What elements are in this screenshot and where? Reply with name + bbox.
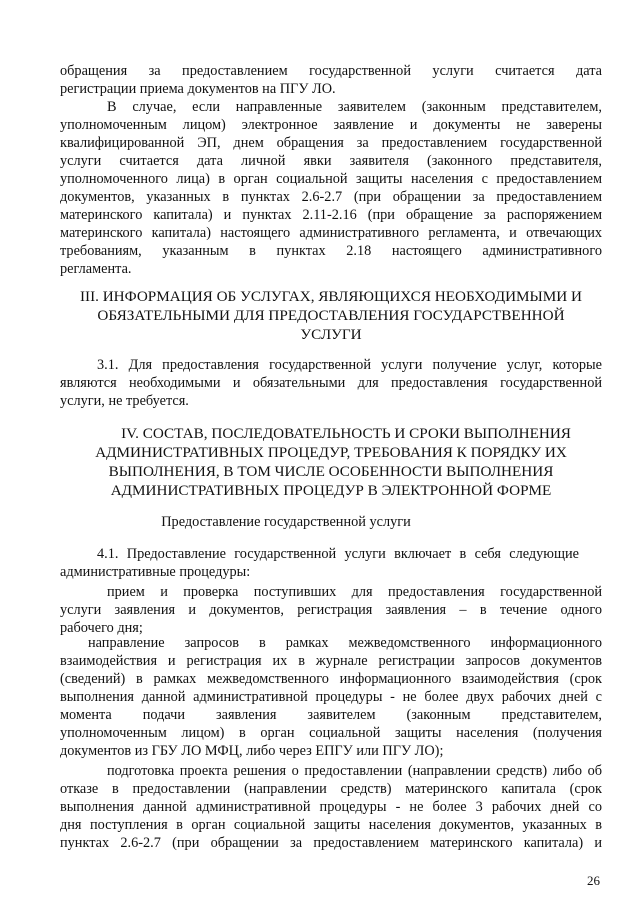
section4-heading-line-3: ВЫПОЛНЕНИЯ, В ТОМ ЧИСЛЕ ОСОБЕННОСТИ ВЫПОЛНЕНИЯ [108, 463, 554, 480]
item-napravlenie-line-7: документов из ГБУ ЛО МФЦ, либо через ЕПГУ или ПГУ ЛО); [60, 743, 444, 759]
section3-heading-line-1: III. ИНФОРМАЦИЯ ОБ УСЛУГАХ, ЯВЛЯЮЩИХСЯ НЕОБХОДИМЫМИ И [79, 288, 583, 305]
para-case-line-6: документов, указанных в пунктах 2.6-2.7 (при обращении за предоставлением [60, 189, 602, 205]
para-case-line-9: требованиям, указанным в пунктах 2.18 настоящего административного [60, 243, 602, 259]
section3-heading-line-2: ОБЯЗАТЕЛЬНЫМИ ДЛЯ ПРЕДОСТАВЛЕНИЯ ГОСУДАРСТВЕННОЙ [97, 307, 565, 324]
para-31-line-1: 3.1. Для предоставления государственной услуги получение услуг, которые [97, 357, 602, 373]
para-case-line-10: регламента. [60, 261, 132, 277]
item-podgotovka-line-2: отказе в предоставлении (направлении средств) материнского капитала (срок [60, 781, 602, 797]
item-napravlenie-line-5: момента подачи заявления заявителем (законным представителем, [60, 707, 602, 723]
para-31-line-3: услуги, не требуется. [60, 393, 189, 409]
item-podgotovka-line-4: дня поступления в орган социальной защиты населения документов, указанных в [60, 817, 602, 833]
item-napravlenie-line-1: направление запросов в рамках межведомственного информационного [88, 635, 602, 651]
item-podgotovka-line-3: выполнения данной административной процедуры - не более 3 рабочих дней со [60, 799, 602, 815]
para-intro-line-2: регистрации приема документов на ПГУ ЛО. [60, 81, 336, 97]
item-podgotovka-line-1: подготовка проекта решения о предоставлении (направлении средств) либо об [107, 763, 602, 779]
item-napravlenie-line-2: взаимодействия и регистрация их в журнале регистрации запросов документов [60, 653, 602, 669]
item-priem-line-2: услуги заявления и документов, регистрация заявления – в течение одного [60, 602, 602, 618]
para-case-line-7: материнского капитала) и пунктах 2.11-2.16 (при обращение за распоряжением [60, 207, 602, 223]
item-priem-line-3: рабочего дня; [60, 620, 143, 636]
para-case-line-1: В случае, если направленные заявителем (законным представителем, [107, 99, 602, 115]
para-31-line-2: являются необходимыми и обязательными для предоставления государственной [60, 375, 602, 391]
para-case-line-4: услуги считается дата личной явки заявителя (законного представителя, [60, 153, 602, 169]
item-napravlenie-line-6: уполномоченным лицом) в орган социальной защиты населения (получения [60, 725, 602, 741]
page-number: 26 [587, 873, 600, 888]
section4-heading-line-1: IV. СОСТАВ, ПОСЛЕДОВАТЕЛЬНОСТЬ И СРОКИ ВЫПОЛНЕНИЯ [121, 425, 571, 442]
para-41-line-2: административные процедуры: [60, 564, 251, 580]
para-case-line-3: квалифицированной ЭП, днем обращения за предоставлением государственной [60, 135, 602, 151]
para-intro-line-1: обращения за предоставлением государственной услуги считается дата [60, 63, 602, 79]
subheading: Предоставление государственной услуги [161, 514, 411, 530]
item-podgotovka-line-5: пунктах 2.6-2.7 (при обращении за предоставлением материнского капитала) и [60, 835, 602, 851]
item-priem-line-1: прием и проверка поступивших для предоставления государственной [107, 584, 602, 600]
section4-heading-line-2: АДМИНИСТРАТИВНЫХ ПРОЦЕДУР, ТРЕБОВАНИЯ К ПОРЯДКУ ИХ [95, 444, 567, 461]
section4-heading-line-4: АДМИНИСТРАТИВНЫХ ПРОЦЕДУР В ЭЛЕКТРОННОЙ ФОРМЕ [110, 482, 552, 499]
para-41-line-1: 4.1. Предоставление государственной услуги включает в себя следующие [97, 546, 579, 562]
item-napravlenie-line-4: выполнения данной административной процедуры - не более двух рабочих дней с [60, 689, 602, 705]
para-case-line-5: уполномоченного лица) в орган социальной защиты населения с предоставлением [60, 171, 602, 187]
para-case-line-2: уполномоченным лицом) электронное заявление и документы не заверены [60, 117, 602, 133]
section3-heading-line-3: УСЛУГИ [300, 326, 362, 343]
para-case-line-8: материнского капитала) настоящего административного регламента, и отвечающих [60, 225, 602, 241]
item-napravlenie-line-3: (сведений) в рамках межведомственного информационного взаимодействия (срок [60, 671, 602, 687]
